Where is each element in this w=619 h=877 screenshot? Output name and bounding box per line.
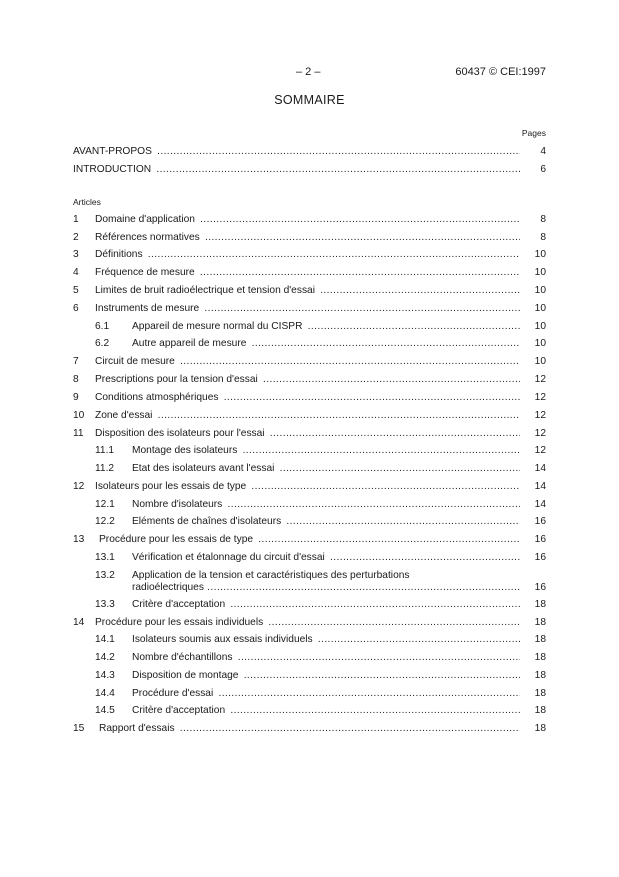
toc-entry-title: Eléments de chaînes d'isolateurs (132, 516, 282, 527)
toc-entry-page-holder (520, 581, 546, 595)
toc-entry[interactable] (73, 533, 546, 547)
toc-subentry[interactable] (73, 598, 546, 612)
toc-entry-number: 14.5 (95, 705, 115, 716)
toc-entry-title: Fréquence de mesure (95, 267, 195, 278)
toc-entry-title: Nombre d'échantillons (132, 652, 233, 663)
toc-entry-title: Etat des isolateurs avant l'essai (132, 463, 275, 474)
toc-entry[interactable] (73, 409, 546, 423)
toc-entry-number: 13.1 (95, 552, 115, 563)
toc-entry-page: 12 (534, 374, 546, 385)
toc-entry[interactable] (73, 248, 546, 262)
toc-subentry[interactable] (73, 651, 546, 665)
page-title: SOMMAIRE (274, 93, 345, 107)
toc-entry-page: 14 (534, 499, 546, 510)
toc-entry-page: 8 (540, 214, 546, 225)
toc-entry-number: 13.3 (95, 599, 115, 610)
toc-entry-page: 14 (534, 463, 546, 474)
toc-entry-title: Références normatives (95, 232, 200, 243)
toc-entry-number: 6 (73, 303, 79, 314)
toc-entry-number: 15 (73, 723, 85, 734)
toc-entry-page: 10 (534, 321, 546, 332)
toc-entry-page: 10 (534, 267, 546, 278)
toc-entry[interactable] (73, 391, 546, 405)
toc-entry-number: 14 (73, 617, 85, 628)
toc-entry-page: 16 (534, 582, 546, 593)
toc-entry-page: 10 (534, 285, 546, 296)
toc-entry-number: 13 (73, 534, 85, 545)
toc-entry-number: 7 (73, 356, 79, 367)
toc-entry-title: Circuit de mesure (95, 356, 175, 367)
toc-entry-page: 18 (534, 634, 546, 645)
toc-entry-title: Disposition des isolateurs pour l'essai (95, 428, 265, 439)
toc-entry-page: 14 (534, 481, 546, 492)
toc-entry-page: 18 (534, 705, 546, 716)
toc-entry-page: 18 (534, 723, 546, 734)
toc-entry[interactable] (73, 213, 546, 227)
toc-entry[interactable] (73, 480, 546, 494)
toc-entry-title: Appareil de mesure normal du CISPR (132, 321, 303, 332)
toc-entry-title-continuation[interactable] (132, 581, 520, 595)
toc-entry-page: 4 (540, 146, 546, 157)
toc-entry-number: 12 (73, 481, 85, 492)
toc-entry-title: Définitions (95, 249, 143, 260)
toc-entry-title: Prescriptions pour la tension d'essai (95, 374, 258, 385)
toc-entry-number: 14.1 (95, 634, 115, 645)
toc-entry-number: 1 (73, 214, 79, 225)
toc-entry-introduction[interactable] (73, 163, 546, 177)
toc-entry[interactable] (73, 266, 546, 280)
toc-entry-page: 12 (534, 392, 546, 403)
toc-entry-page: 10 (534, 356, 546, 367)
toc-entry-page: 16 (534, 534, 546, 545)
toc-entry-number: 5 (73, 285, 79, 296)
toc-entry[interactable] (73, 355, 546, 369)
pages-column-label: Pages (521, 128, 546, 138)
toc-entry-title: INTRODUCTION (73, 164, 152, 175)
toc-entry-page: 18 (534, 617, 546, 628)
toc-entry-page: 16 (534, 552, 546, 563)
toc-entry-page: 10 (534, 303, 546, 314)
toc-subentry[interactable] (73, 669, 546, 683)
toc-entry[interactable] (73, 722, 546, 736)
toc-entry-page: 18 (534, 652, 546, 663)
toc-entry[interactable] (73, 231, 546, 245)
toc-entry-number: 12.1 (95, 499, 115, 510)
toc-entry-number: 14.3 (95, 670, 115, 681)
toc-entry-title: Disposition de montage (132, 670, 239, 681)
toc-entry-title: Application de la tension et caractéristiques des perturbations (132, 570, 410, 581)
toc-entry-number: 11 (73, 428, 84, 439)
toc-entry-title: Domaine d'application (95, 214, 195, 225)
toc-subentry[interactable] (73, 444, 546, 458)
toc-entry[interactable] (73, 373, 546, 387)
toc-entry-page: 18 (534, 599, 546, 610)
toc-entry-page: 18 (534, 688, 546, 699)
toc-entry-number: 14.2 (95, 652, 115, 663)
toc-entry-title: Zone d'essai (95, 410, 153, 421)
toc-entry-number: 9 (73, 392, 79, 403)
toc-entry-number: 4 (73, 267, 79, 278)
toc-entry-title: AVANT-PROPOS (73, 146, 152, 157)
toc-entry-title: radioélectriques (132, 582, 204, 593)
toc-entry-title: Isolateurs soumis aux essais individuels (132, 634, 313, 645)
toc-entry-title: Isolateurs pour les essais de type (95, 481, 247, 492)
toc-entry-title: Instruments de mesure (95, 303, 200, 314)
toc-subentry[interactable] (73, 337, 546, 351)
toc-entry-title: Procédure pour les essais individuels (95, 617, 264, 628)
toc-entry-title: Procédure d'essai (132, 688, 214, 699)
standard-reference: 60437 © CEI:1997 (455, 66, 546, 78)
toc-entry-title: Vérification et étalonnage du circuit d'essai (132, 552, 325, 563)
toc-entry-page: 10 (534, 249, 546, 260)
toc-entry-title: Autre appareil de mesure (132, 338, 247, 349)
toc-entry-number: 11.1 (95, 445, 115, 456)
toc-entry-number: 13.2 (95, 570, 115, 581)
toc-entry[interactable] (73, 302, 546, 316)
toc-subentry[interactable] (73, 551, 546, 565)
toc-entry-title: Limites de bruit radioélectrique et tension d'essai (95, 285, 315, 296)
toc-entry-number: 6.1 (95, 321, 110, 332)
toc-entry-avant-propos[interactable] (73, 145, 546, 159)
toc-entry-number: 14.4 (95, 688, 115, 699)
toc-entry-page: 18 (534, 670, 546, 681)
toc-subentry[interactable] (73, 704, 546, 718)
toc-entry[interactable] (73, 284, 546, 298)
toc-entry-page: 8 (540, 232, 546, 243)
toc-subentry[interactable] (73, 462, 546, 476)
toc-entry-page: 10 (534, 338, 546, 349)
toc-entry-page: 12 (534, 445, 546, 456)
toc-entry-number: 12.2 (95, 516, 115, 527)
toc-subentry[interactable] (73, 515, 546, 529)
toc-entry-title: Procédure pour les essais de type (99, 534, 254, 545)
toc-entry-page: 12 (534, 428, 546, 439)
toc-entry-number: 11.2 (95, 463, 115, 474)
toc-entry-title: Critère d'acceptation (132, 705, 226, 716)
page-number: – 2 – (296, 66, 321, 78)
toc-entry-title: Nombre d'isolateurs (132, 499, 223, 510)
toc-subentry[interactable] (73, 320, 546, 334)
toc-entry-page: 6 (540, 164, 546, 175)
toc-entry-title: Critère d'acceptation (132, 599, 226, 610)
toc-entry-number: 3 (73, 249, 79, 260)
toc-entry[interactable] (73, 427, 546, 441)
toc-entry-page: 16 (534, 516, 546, 527)
toc-subentry[interactable] (73, 687, 546, 701)
toc-entry-page: 12 (534, 410, 546, 421)
toc-entry-number: 10 (73, 410, 85, 421)
articles-label: Articles (73, 197, 101, 207)
toc-entry-number: 8 (73, 374, 79, 385)
toc-entry-title: Montage des isolateurs (132, 445, 238, 456)
toc-entry-number: 2 (73, 232, 79, 243)
toc-entry-title: Rapport d'essais (99, 723, 175, 734)
toc-subentry[interactable] (73, 633, 546, 647)
toc-entry-title: Conditions atmosphériques (95, 392, 219, 403)
toc-subentry[interactable] (73, 498, 546, 512)
toc-entry[interactable] (73, 616, 546, 630)
toc-entry-number: 6.2 (95, 338, 110, 349)
